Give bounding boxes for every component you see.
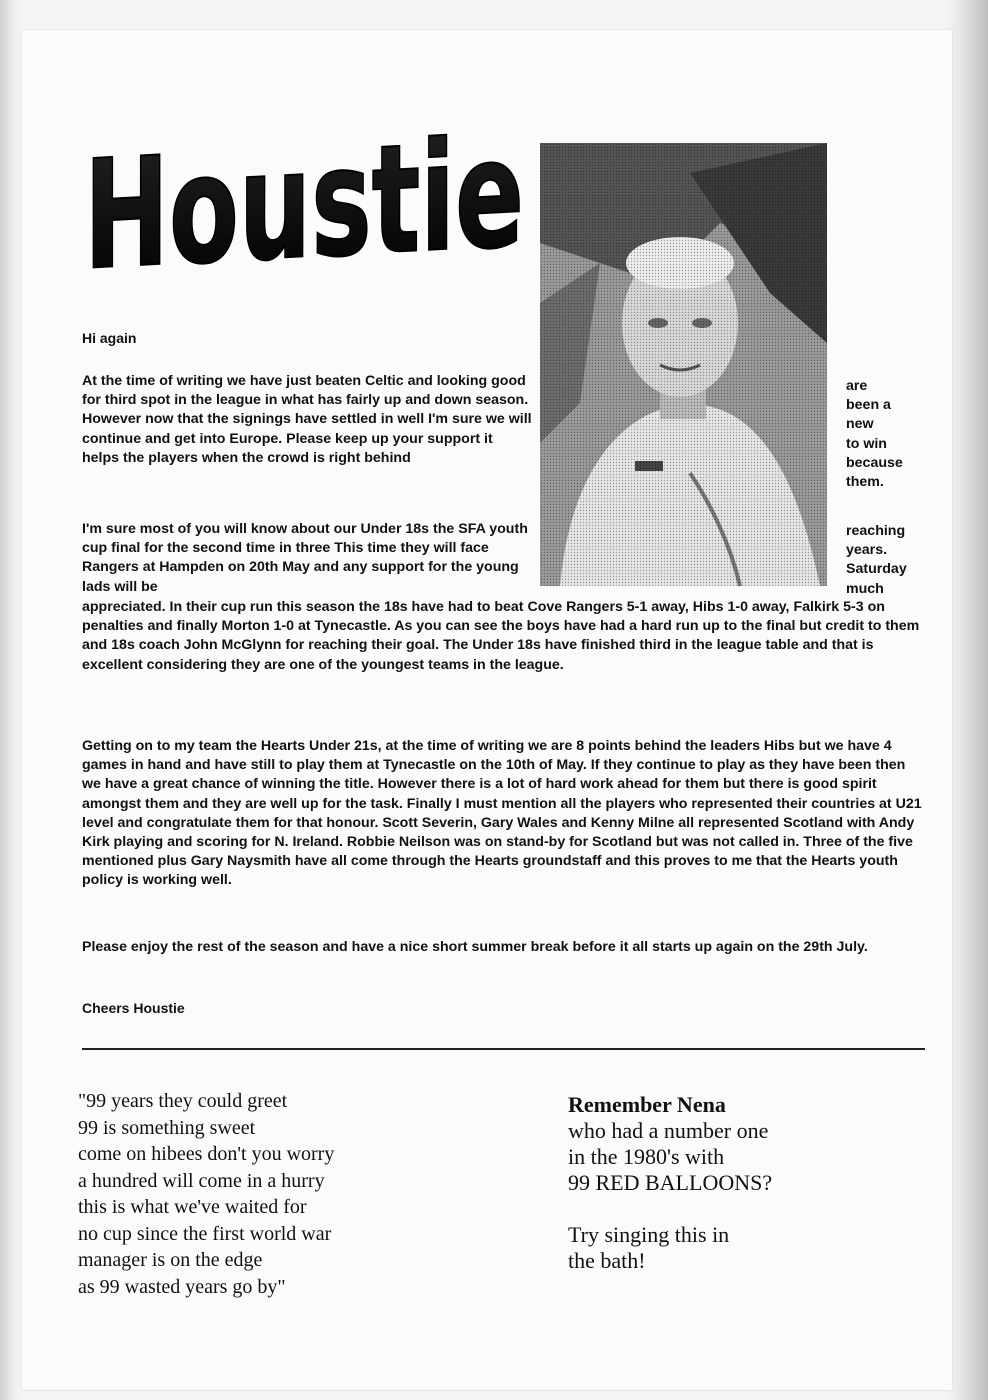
- paragraph-1: At the time of writing we have just beaten Celtic and looking good for third spot in the league in what has fairly up and down season. However now that the signings have settled in well I'm sure we will continue and get into Europe. Please keep up your support it helps the players when the crowd is right behind: [82, 373, 532, 466]
- poem-line: come on hibees don't you worry: [78, 1143, 335, 1165]
- title-text: Houstie: [84, 95, 734, 304]
- poem-line: "99 years they could greet: [78, 1090, 288, 1112]
- sidebar-note-spacer: [568, 1196, 898, 1222]
- wrap-word: to win: [846, 435, 887, 452]
- sidebar-note: [568, 1092, 898, 1274]
- poem-line: as 99 wasted years go by": [78, 1275, 286, 1298]
- greeting: Hi again: [82, 330, 137, 346]
- article-title: [80, 95, 734, 304]
- wrap-word: Saturday: [846, 561, 907, 578]
- wrap-word: reaching: [846, 523, 906, 539]
- scan-edge-right: [948, 0, 988, 1400]
- poem-line: no cup since the first world war: [78, 1222, 332, 1245]
- title-wordart: [80, 95, 734, 304]
- paragraph-2: I'm sure most of you will know about our Under 18s the SFA youth cup final for the second time in three This time they will face Rangers at Hampden on 20th May and any support for the young lads will be: [82, 521, 528, 595]
- scan-edge-left: [0, 0, 22, 1400]
- sidebar-note-line: 99 RED BALLOONS?: [568, 1170, 773, 1195]
- wrap-word: are: [846, 378, 868, 394]
- paragraph-1-wrap-column: [846, 377, 926, 492]
- paragraph-2-wrap-column: [846, 522, 926, 599]
- sidebar-note-line: who had a number one: [568, 1118, 769, 1143]
- paragraph-4: Please enjoy the rest of the season and have a nice short summer break before it all starts up again on the 29th July.: [82, 939, 868, 955]
- sidebar-note-closing: the bath!: [568, 1248, 646, 1273]
- wrap-word: because: [846, 454, 903, 471]
- portrait-photo: [540, 143, 827, 586]
- sidebar-note-heading: Remember Nena: [568, 1092, 726, 1117]
- sidebar-note-line: in the 1980's with: [568, 1144, 725, 1169]
- wrap-word: new: [846, 416, 874, 433]
- sidebar-note-closing: Try singing this in: [568, 1222, 730, 1247]
- wrap-word: years.: [846, 542, 888, 559]
- poem-line: a hundred will come in a hurry: [78, 1169, 325, 1192]
- poem-line: 99 is something sweet: [78, 1116, 256, 1139]
- wrap-word: much: [846, 580, 884, 597]
- paragraph-3: Getting on to my team the Hearts Under 21s, at the time of writing we are 8 points behind the leaders Hibs but we have 4 games in hand and have still to play them at Tynecastle on the 10th of May. If they continue to play as they have been then we have a great chance of winning the title. However there is a lot of hard work ahead for them but there is good spirit amongst them and they are well up for the task. Finally I must mention all the players who represented their countries at U21 level and congratulate them for that honour. Scott Severin, Gary Wales and Kenny Milne all represented Scotland with Andy Kirk playing and scoring for N. Ireland. Robbie Neilson was on stand-by for Scotland but was not called in. Three of the five mentioned plus Gary Naysmith have all come through the Hearts groundstaff and this proves to me that the Hearts youth policy is working well.: [82, 738, 922, 889]
- poem: [78, 1088, 518, 1300]
- paragraph-2-continued: appreciated. In their cup run this season the 18s have had to beat Cove Rangers 5-1 away, Hibs 1-0 away, Falkirk 5-3 on penalties and finally Morton 1-0 at Tynecastle. As you can see the boys have had a hard run up to the final but credit to them and 18s coach John McGlynn for reaching their goal. The Under 18s have finished third in the league table and that is excellent considering they are one of the youngest teams in the league.: [82, 599, 920, 673]
- section-divider: [82, 1048, 925, 1050]
- wrap-word: them.: [846, 474, 884, 491]
- poem-line: this is what we've waited for: [78, 1196, 307, 1218]
- signoff: Cheers Houstie: [82, 1000, 185, 1016]
- poem-line: manager is on the edge: [78, 1249, 263, 1271]
- wrap-word: been a: [846, 397, 891, 414]
